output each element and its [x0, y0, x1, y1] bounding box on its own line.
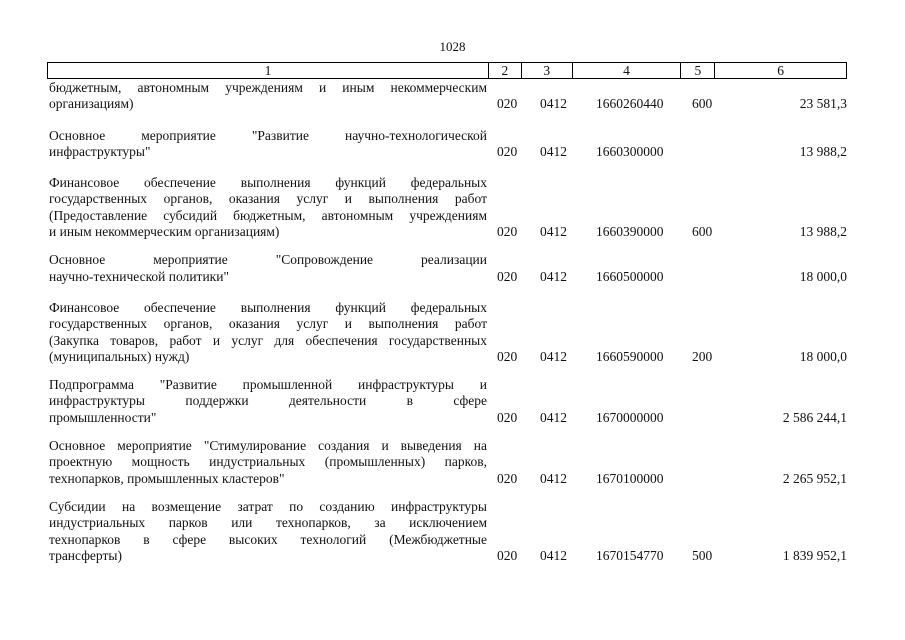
section-code: 0412	[540, 547, 567, 563]
column-header-5: 5	[681, 63, 715, 78]
description-line: технопарков, промышленных кластеров"	[49, 470, 285, 486]
target-article-code: 1660590000	[596, 348, 664, 364]
description-line: государственных органов, оказания услуг и выполнения работ	[49, 316, 487, 332]
description-line: Основное мероприятие "Развитие научно-технологической	[49, 127, 487, 143]
amount: 2 265 952,1	[782, 470, 847, 486]
table-body	[49, 80, 849, 564]
column-header-3: 3	[522, 63, 573, 78]
target-article-code: 1670154770	[596, 547, 664, 563]
chapter-code: 020	[497, 348, 518, 364]
amount: 18 000,0	[799, 268, 847, 284]
description-line: проектную мощность индустриальных (промышленных) парков,	[49, 454, 487, 470]
chapter-code: 020	[497, 547, 518, 563]
table-row	[49, 300, 849, 365]
chapter-code: 020	[497, 470, 518, 486]
row-description	[49, 80, 487, 113]
description-line: Основное мероприятие "Сопровождение реализации	[49, 252, 487, 268]
row-description	[49, 499, 487, 564]
description-line: промышленности"	[49, 409, 157, 425]
amount: 1 839 952,1	[782, 547, 847, 563]
amount: 23 581,3	[799, 96, 847, 112]
table-row	[49, 128, 849, 161]
description-line: Подпрограмма "Развитие промышленной инфраструктуры и	[49, 377, 487, 393]
section-code: 0412	[540, 470, 567, 486]
chapter-code: 020	[497, 96, 518, 112]
description-line: организациям)	[49, 96, 134, 112]
expense-type-code: 500	[692, 547, 713, 563]
description-line: Финансовое обеспечение выполнения функций федеральных	[49, 299, 487, 315]
table-row	[49, 252, 849, 285]
table-row	[49, 175, 849, 240]
column-header-1: 1	[48, 63, 489, 78]
description-line: Основное мероприятие "Стимулирование создания и выведения на	[49, 438, 487, 454]
column-header-6: 6	[777, 62, 785, 78]
page-number: 1028	[439, 39, 466, 54]
target-article-code: 1660500000	[596, 268, 664, 284]
description-line: государственных органов, оказания услуг и выполнения работ	[49, 191, 487, 207]
description-line: бюджетным, автономным учреждениям и иным некоммерческим	[49, 80, 487, 95]
chapter-code: 020	[497, 143, 518, 159]
table-row	[49, 499, 849, 564]
amount: 13 988,2	[799, 224, 847, 240]
amount: 13 988,2	[799, 143, 847, 159]
row-description	[49, 438, 487, 487]
description-line: научно-технической политики"	[49, 268, 229, 284]
section-code: 0412	[540, 268, 567, 284]
table-header	[47, 62, 847, 79]
description-line: технопарков в сфере высоких технологий (Межбюджетные	[49, 531, 487, 547]
row-description	[49, 175, 487, 240]
row-description	[49, 300, 487, 365]
chapter-code: 020	[497, 409, 518, 425]
target-article-code: 1670000000	[596, 409, 664, 425]
description-line: (Предоставление субсидий бюджетным, автономным учреждениям	[49, 207, 487, 223]
table-row	[49, 377, 849, 426]
row-description	[49, 128, 487, 161]
chapter-code: 020	[497, 268, 518, 284]
description-line: трансферты)	[49, 547, 122, 563]
target-article-code: 1670100000	[596, 470, 664, 486]
description-line: (Закупка товаров, работ и услуг для обеспечения государственных	[49, 332, 487, 348]
section-code: 0412	[540, 409, 567, 425]
table-row	[49, 438, 849, 487]
description-line: Финансовое обеспечение выполнения функций федеральных	[49, 175, 487, 191]
description-line: Субсидии на возмещение затрат по созданию инфраструктуры	[49, 498, 487, 514]
expense-type-code: 200	[692, 348, 713, 364]
chapter-code: 020	[497, 224, 518, 240]
description-line: инфраструктуры"	[49, 143, 151, 159]
target-article-code: 1660300000	[596, 143, 664, 159]
amount: 2 586 244,1	[782, 409, 847, 425]
description-line: инфраструктуры поддержки деятельности в сфере	[49, 393, 487, 409]
row-description	[49, 377, 487, 426]
expense-type-code: 600	[692, 224, 713, 240]
section-code: 0412	[540, 96, 567, 112]
section-code: 0412	[540, 348, 567, 364]
description-line: индустриальных парков или технопарков, за исключением	[49, 515, 487, 531]
description-line: и иным некоммерческим организациям)	[49, 224, 280, 240]
amount: 18 000,0	[799, 348, 847, 364]
section-code: 0412	[540, 224, 567, 240]
section-code: 0412	[540, 143, 567, 159]
column-header-4: 4	[573, 63, 682, 78]
target-article-code: 1660260440	[596, 96, 664, 112]
target-article-code: 1660390000	[596, 224, 664, 240]
row-description	[49, 252, 487, 285]
column-header-2: 2	[489, 63, 522, 78]
table-row	[49, 80, 849, 113]
expense-type-code: 600	[692, 96, 713, 112]
description-line: (муниципальных) нужд)	[49, 348, 190, 364]
